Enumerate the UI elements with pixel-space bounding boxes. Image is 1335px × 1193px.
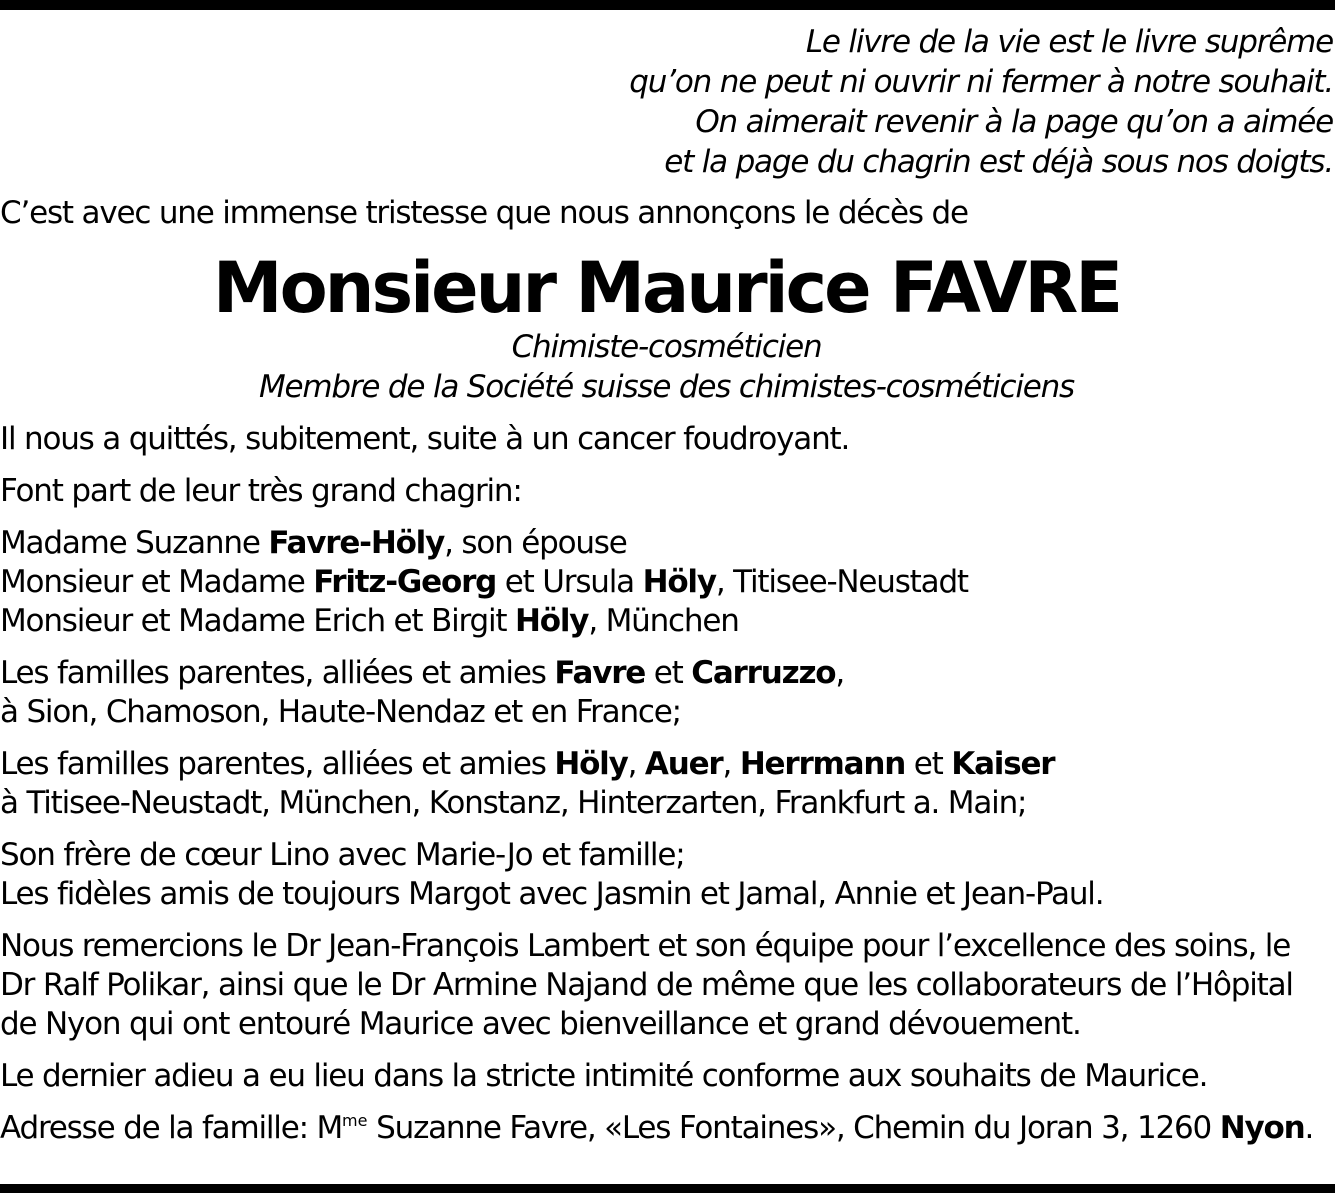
poem-line: et la page du chagrin est déjà sous nos doigts. — [664, 144, 1333, 180]
immediate-family — [0, 524, 1333, 641]
cause-text: Il nous a quittés, subitement, suite à un cancer foudroyant. — [0, 421, 850, 457]
families-germany — [0, 745, 1333, 823]
family-line: Monsieur et Madame Erich et Birgit Höly, München — [0, 603, 739, 639]
family-line: à Titisee-Neustadt, München, Konstanz, Hinterzarten, Frankfurt a. Main; — [0, 785, 1027, 821]
thanks-paragraph — [0, 927, 1333, 1044]
obituary-notice — [0, 22, 1333, 1148]
family-line: Les familles parentes, alliées et amies Favre et Carruzzo, — [0, 655, 845, 691]
family-line: à Sion, Chamoson, Haute-Nendaz et en France; — [0, 694, 681, 730]
family-line: Madame Suzanne Favre-Höly, son épouse — [0, 525, 627, 561]
poem-line: On aimerait revenir à la page qu’on a aimée — [695, 104, 1333, 140]
families-france — [0, 654, 1333, 732]
farewell-text: Le dernier adieu a eu lieu dans la stricte intimité conforme aux souhaits de Maurice. — [0, 1058, 1208, 1094]
title-line: Chimiste-cosméticien — [511, 329, 822, 365]
friends-section — [0, 836, 1333, 914]
friends-line: Les fidèles amis de toujours Margot avec Jasmin et Jamal, Annie et Jean-Paul. — [0, 876, 1104, 912]
friends-line: Son frère de cœur Lino avec Marie-Jo et famille; — [0, 837, 685, 873]
poem-line: Le livre de la vie est le livre suprême — [805, 24, 1333, 60]
intro-text: C’est avec une immense tristesse que nous annonçons le décès de — [0, 195, 968, 231]
thanks-line: Dr Ralf Polikar, ainsi que le Dr Armine Najand de même que les collaborateurs de l’Hôpital — [0, 967, 1293, 1003]
thanks-line: Nous remercions le Dr Jean-François Lambert et son équipe pour l’excellence des soins, le — [0, 928, 1291, 964]
family-line: Les familles parentes, alliées et amies Höly, Auer, Herrmann et Kaiser — [0, 746, 1055, 782]
opening-poem — [0, 22, 1333, 182]
top-border-rule — [0, 0, 1335, 10]
bottom-border-rule — [0, 1184, 1335, 1193]
announce-text: Font part de leur très grand chagrin: — [0, 473, 522, 509]
family-line: Monsieur et Madame Fritz-Georg et Ursula Höly, Titisee-Neustadt — [0, 564, 968, 600]
deceased-titles — [0, 327, 1333, 407]
deceased-name: Monsieur Maurice FAVRE — [212, 247, 1121, 329]
family-address: Adresse de la famille: $M^{me}$ Suzanne Favre, «Les Fontaines», Chemin du Joran 3, 1260 Nyon. — [0, 1110, 1314, 1146]
poem-line: qu’on ne peut ni ouvrir ni fermer à notre souhait. — [629, 64, 1333, 100]
title-line: Membre de la Société suisse des chimistes-cosméticiens — [258, 369, 1075, 405]
thanks-line: de Nyon qui ont entouré Maurice avec bienveillance et grand dévouement. — [0, 1006, 1081, 1042]
